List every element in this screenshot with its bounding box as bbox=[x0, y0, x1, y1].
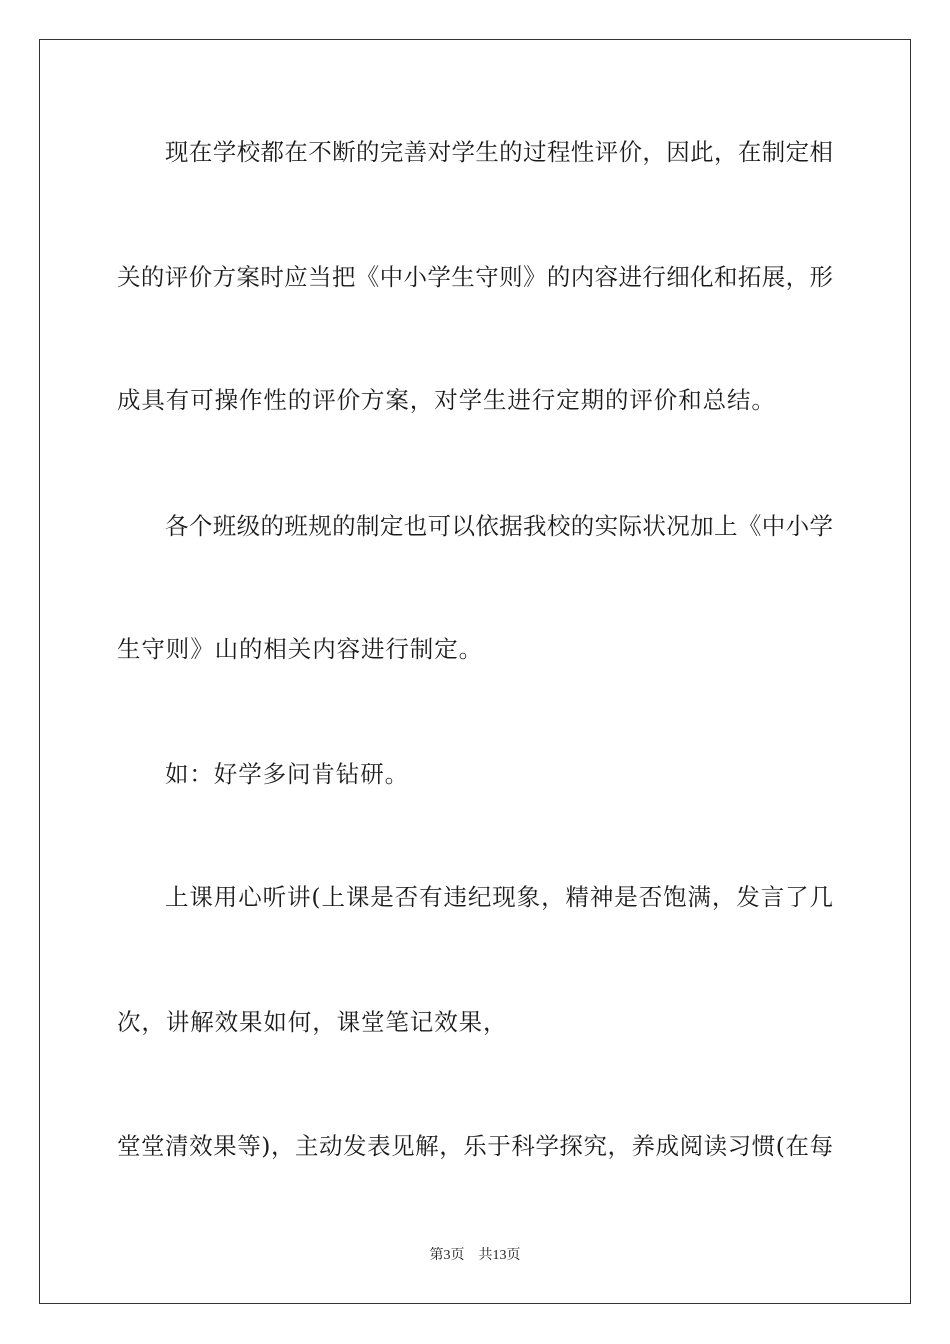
paragraph-line: 上课用心听讲(上课是否有违纪现象，精神是否饱满，发言了几 bbox=[165, 883, 833, 911]
paragraph-line: 现在学校都在不断的完善对学生的过程性评价，因此，在制定相 bbox=[165, 138, 833, 166]
paragraph-line: 关的评价方案时应当把《中小学生守则》的内容进行细化和拓展，形 bbox=[117, 263, 833, 291]
paragraph-line: 如：好学多问肯钻研。 bbox=[165, 760, 409, 788]
paragraph-line: 各个班级的班规的制定也可以依据我校的实际状况加上《中小学 bbox=[165, 512, 833, 540]
page-footer bbox=[0, 1247, 950, 1265]
page-border bbox=[39, 39, 911, 1304]
paragraph-line: 生守则》山的相关内容进行制定。 bbox=[117, 635, 483, 663]
page-total: 共13页 bbox=[478, 1248, 521, 1263]
paragraph-line: 成具有可操作性的评价方案，对学生进行定期的评价和总结。 bbox=[117, 386, 776, 414]
page-number: 第3页 bbox=[429, 1248, 465, 1263]
paragraph-line: 次，讲解效果如何，课堂笔记效果， bbox=[117, 1008, 508, 1036]
paragraph-line: 堂堂清效果等)，主动发表见解，乐于科学探究，养成阅读习惯(在每 bbox=[117, 1132, 833, 1160]
